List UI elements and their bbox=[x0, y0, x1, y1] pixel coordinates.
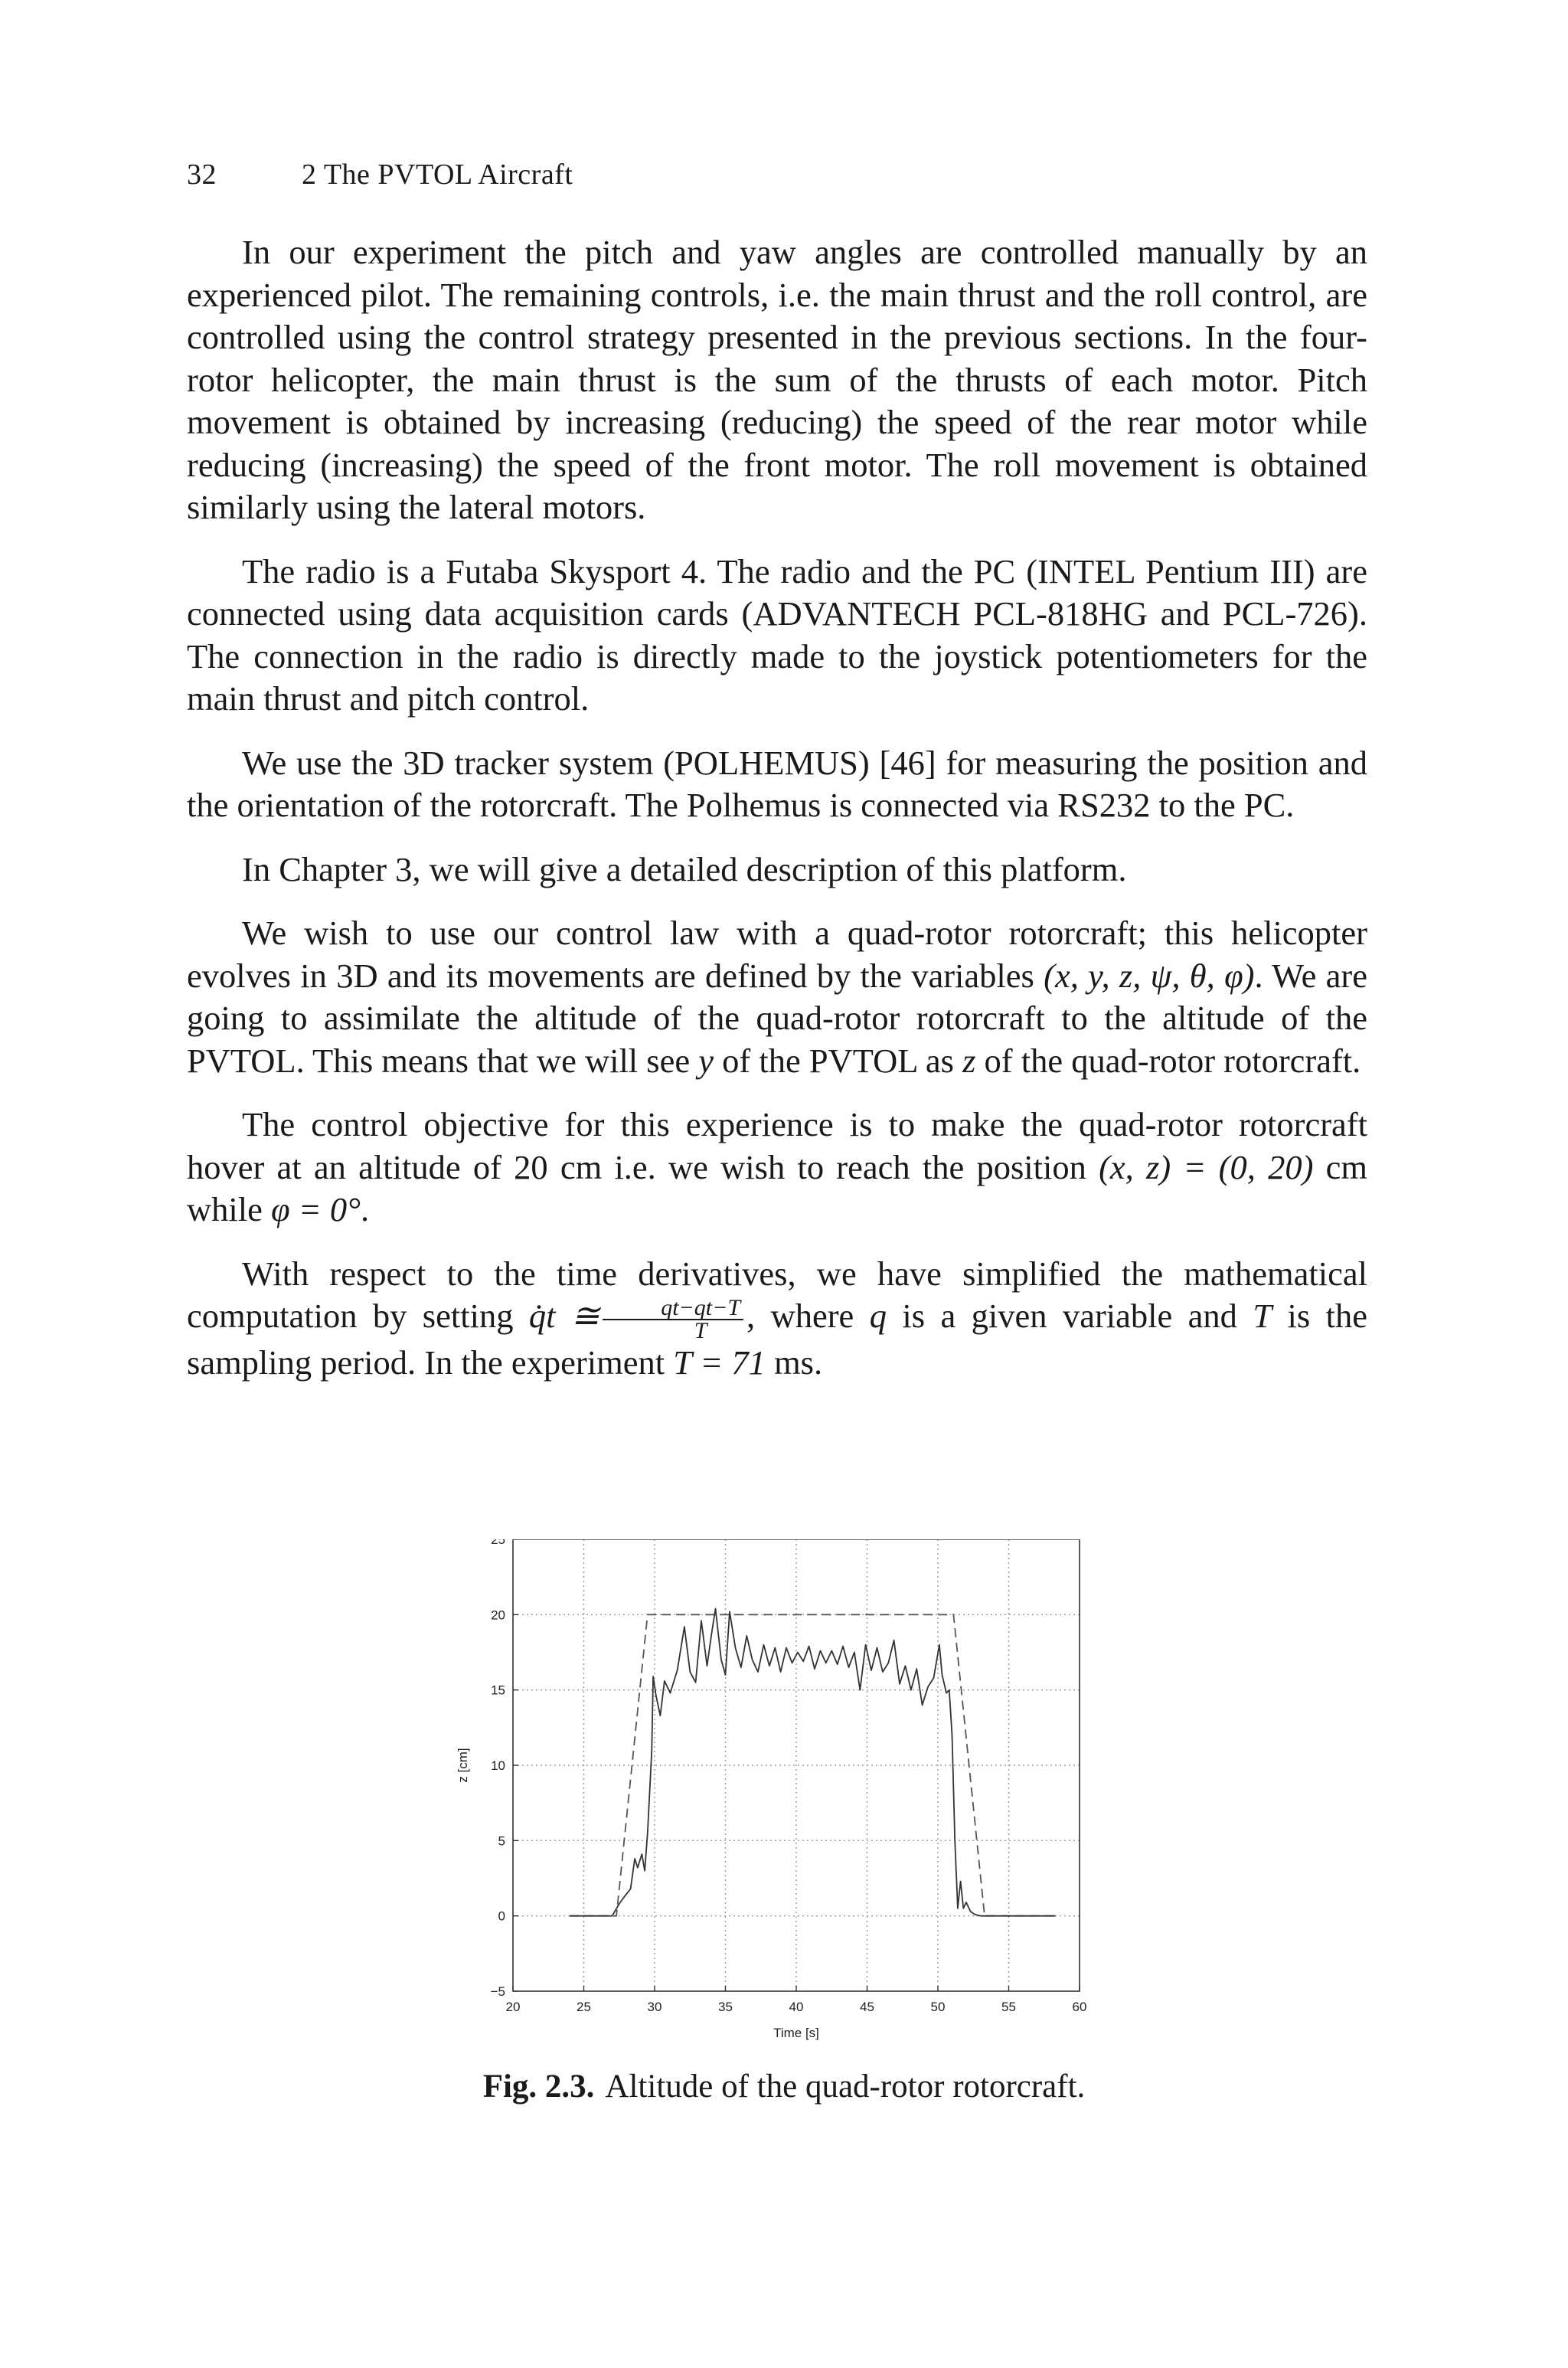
paragraph bbox=[187, 1253, 1367, 1385]
fraction-denominator: T bbox=[694, 1317, 707, 1343]
math-q: q bbox=[869, 1297, 887, 1335]
altitude-chart bbox=[444, 1539, 1110, 2045]
figure-altitude-chart bbox=[444, 1539, 1110, 2045]
text-run: of the PVTOL as bbox=[714, 1041, 963, 1080]
math-y: y bbox=[698, 1041, 714, 1080]
paragraph bbox=[187, 1104, 1367, 1231]
paragraph: In our experiment the pitch and yaw angles are controlled manually by an experienced pilot. The remaining controls, i.e. the main thrust and the roll control, are controlled using the control strategy presented in the previous sections. In the four-rotor helicopter, the main thrust is the sum of the thrusts of each motor. Pitch movement is obtained by increasing (reducing) the speed of the rear motor while reducing (increasing) the speed of the front motor. The roll movement is obtained similarly using the lateral motors. bbox=[187, 233, 1367, 526]
x-tick-label: 30 bbox=[647, 2000, 662, 2014]
y-tick-label: 15 bbox=[491, 1683, 505, 1698]
text-run: ms. bbox=[765, 1343, 823, 1382]
math-derivative: q̇t ≅ bbox=[528, 1297, 600, 1335]
x-tick-label: 25 bbox=[577, 2000, 591, 2014]
math-T: T bbox=[1253, 1297, 1272, 1335]
x-tick-label: 60 bbox=[1072, 2000, 1087, 2014]
y-tick-label: −5 bbox=[490, 1984, 505, 1999]
paragraph: In Chapter 3, we will give a detailed description of this platform. bbox=[242, 849, 1127, 888]
x-tick-label: 45 bbox=[860, 2000, 874, 2014]
y-tick-label: 5 bbox=[498, 1833, 505, 1849]
text-run: We wish to use our control law with a quad-rotor rotorcraft; this helicopter evolves in 3D and its movements are defined by the variables bbox=[187, 914, 1367, 995]
y-tick-label: 0 bbox=[498, 1908, 505, 1924]
text-run: is the sampling period. In the experiment bbox=[187, 1297, 1367, 1382]
x-tick-label: 20 bbox=[505, 2000, 521, 2014]
math-variables: (x, y, z, ψ, θ, φ) bbox=[1044, 956, 1255, 995]
text-run: The control objective for this experience is to make the quad-rotor rotorcraft hover at an altitude of 20 cm i.e. we wish to reach the position bbox=[187, 1105, 1367, 1186]
caption-text: Altitude of the quad-rotor rotorcraft. bbox=[605, 2069, 1086, 2105]
text-run: is a given variable and bbox=[886, 1297, 1253, 1335]
paragraph: The radio is a Futaba Skysport 4. The radio and the PC (INTEL Pentium III) are connected using data acquisition cards (ADVANTECH PCL-818HG and PCL-726). The connection in the radio is directly made to the joystick potentiometers for the main thrust and pitch control. bbox=[187, 551, 1367, 718]
text-run: . bbox=[360, 1190, 370, 1228]
y-axis-label: z [cm] bbox=[456, 1748, 470, 1783]
text-run: , where bbox=[746, 1297, 870, 1335]
text-run: With respect to the time derivatives, we have simplified the mathematical computation by setting bbox=[187, 1254, 1367, 1335]
page-number: 32 bbox=[187, 159, 217, 191]
running-title: 2 The PVTOL Aircraft bbox=[302, 159, 573, 191]
math-z: z bbox=[962, 1041, 976, 1080]
figure-caption bbox=[0, 2068, 1568, 2105]
math-T-value: T = 71 bbox=[673, 1343, 766, 1382]
x-axis-label: Time [s] bbox=[773, 2026, 819, 2040]
y-tick-label: 10 bbox=[491, 1758, 505, 1773]
x-tick-label: 50 bbox=[930, 2000, 946, 2014]
y-tick-label: 20 bbox=[491, 1608, 505, 1623]
math-fraction bbox=[603, 1294, 743, 1343]
x-tick-label: 40 bbox=[789, 2000, 804, 2014]
text-run: of the quad-rotor rotorcraft. bbox=[975, 1041, 1361, 1080]
body-text bbox=[187, 231, 1367, 1384]
paragraph bbox=[187, 912, 1367, 1082]
x-tick-label: 35 bbox=[718, 2000, 733, 2014]
x-tick-label: 55 bbox=[1001, 2000, 1016, 2014]
caption-label: Fig. 2.3. bbox=[482, 2069, 595, 2105]
text-run: . We are going to assimilate the altitude of the quad-rotor rotorcraft to the altitude of the PVTOL. This means that we will see bbox=[187, 956, 1367, 1080]
paragraph: We use the 3D tracker system (POLHEMUS) [46] for measuring the position and the orientation of the rotorcraft. The Polhemus is connected via RS232 to the PC. bbox=[187, 743, 1367, 824]
math-phi: φ = 0° bbox=[271, 1190, 361, 1228]
text-run: cm while bbox=[187, 1147, 1368, 1228]
math-position: (x, z) = (0, 20) bbox=[1099, 1147, 1314, 1186]
y-tick-label: 25 bbox=[491, 1539, 505, 1547]
fraction-numerator: qt−qt−T bbox=[603, 1297, 743, 1320]
running-header bbox=[187, 158, 573, 191]
